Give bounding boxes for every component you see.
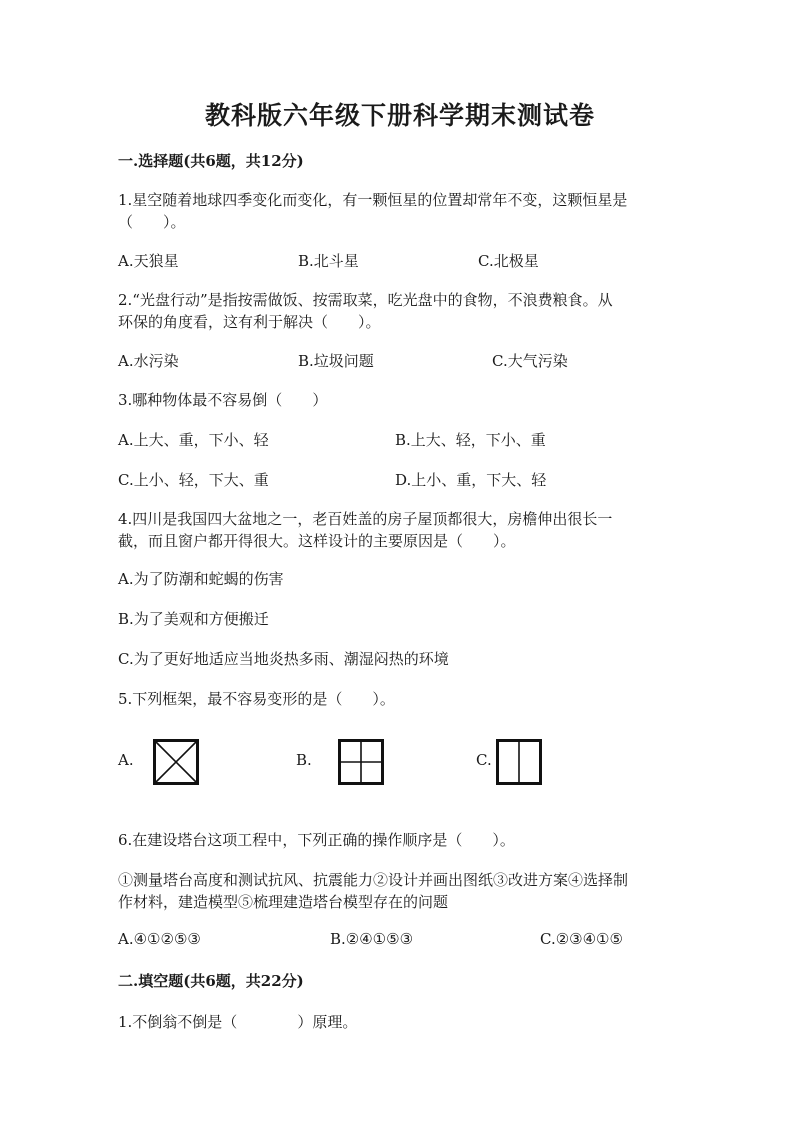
square-with-vertical-divider-icon <box>496 739 542 785</box>
question-1-option-b: B.北斗星 <box>298 252 359 270</box>
question-4-text: 4.四川是我国四大盆地之一，老百姓盖的房子屋顶都很大，房檐伸出很长一 <box>118 510 613 528</box>
question-4-text-cont: 截，而且窗户都开得很大。这样设计的主要原因是（ ）。 <box>118 532 516 550</box>
question-5-text: 5.下列框架，最不容易变形的是（ ）。 <box>118 690 395 708</box>
question-1-option-a: A.天狼星 <box>118 252 179 270</box>
question-2-text-cont: 环保的角度看，这有利于解决（ ）。 <box>118 313 381 331</box>
square-with-cross-icon <box>338 739 384 785</box>
question-5-option-c-label: C. <box>476 751 492 769</box>
question-3-option-a: A.上大、重，下小、轻 <box>118 431 269 449</box>
question-4-option-a: A.为了防潮和蛇蝎的伤害 <box>118 570 284 588</box>
question-5-option-b-label: B. <box>296 751 312 769</box>
question-6-text: 6.在建设塔台这项工程中，下列正确的操作顺序是（ ）。 <box>118 831 515 849</box>
question-4-option-b: B.为了美观和方便搬迁 <box>118 610 269 628</box>
question-1-option-c: C.北极星 <box>478 252 539 270</box>
section-heading-multiple-choice: 一.选择题(共6题，共12分) <box>118 152 304 170</box>
question-6-option-c: C.②③④①⑤ <box>540 930 623 948</box>
question-3-option-c: C.上小、轻，下大、重 <box>118 471 269 489</box>
fill-question-1-text: 1.不倒翁不倒是（ ）原理。 <box>118 1013 358 1031</box>
question-6-steps: ①测量塔台高度和测试抗风、抗震能力②设计并画出图纸③改进方案④选择制 <box>118 871 629 889</box>
question-2-option-b: B.垃圾问题 <box>298 352 374 370</box>
question-3-text: 3.哪种物体最不容易倒（ ） <box>118 391 328 409</box>
square-with-diagonals-icon <box>153 739 199 785</box>
question-1-text: 1.星空随着地球四季变化而变化，有一颗恒星的位置却常年不变，这颗恒星是 <box>118 191 628 209</box>
question-4-option-c: C.为了更好地适应当地炎热多雨、潮湿闷热的环境 <box>118 650 449 668</box>
question-3-option-b: B.上大、轻，下小、重 <box>395 431 546 449</box>
page-title: 教科版六年级下册科学期末测试卷 <box>204 101 595 130</box>
question-6-option-a: A.④①②⑤③ <box>118 930 201 948</box>
question-5-option-a-label: A. <box>118 751 134 769</box>
question-6-option-b: B.②④①⑤③ <box>330 930 414 948</box>
question-2-text: 2.“光盘行动”是指按需做饭、按需取菜，吃光盘中的食物，不浪费粮食。从 <box>118 291 613 309</box>
question-3-option-d: D.上小、重，下大、轻 <box>395 471 547 489</box>
question-2-option-a: A.水污染 <box>118 352 179 370</box>
question-2-option-c: C.大气污染 <box>492 352 568 370</box>
question-6-steps-cont: 作材料，建造模型⑤梳理建造塔台模型存在的问题 <box>118 893 449 911</box>
section-heading-fill-in: 二.填空题(共6题，共22分) <box>118 972 304 990</box>
question-1-text-cont: （ ）。 <box>118 213 186 231</box>
